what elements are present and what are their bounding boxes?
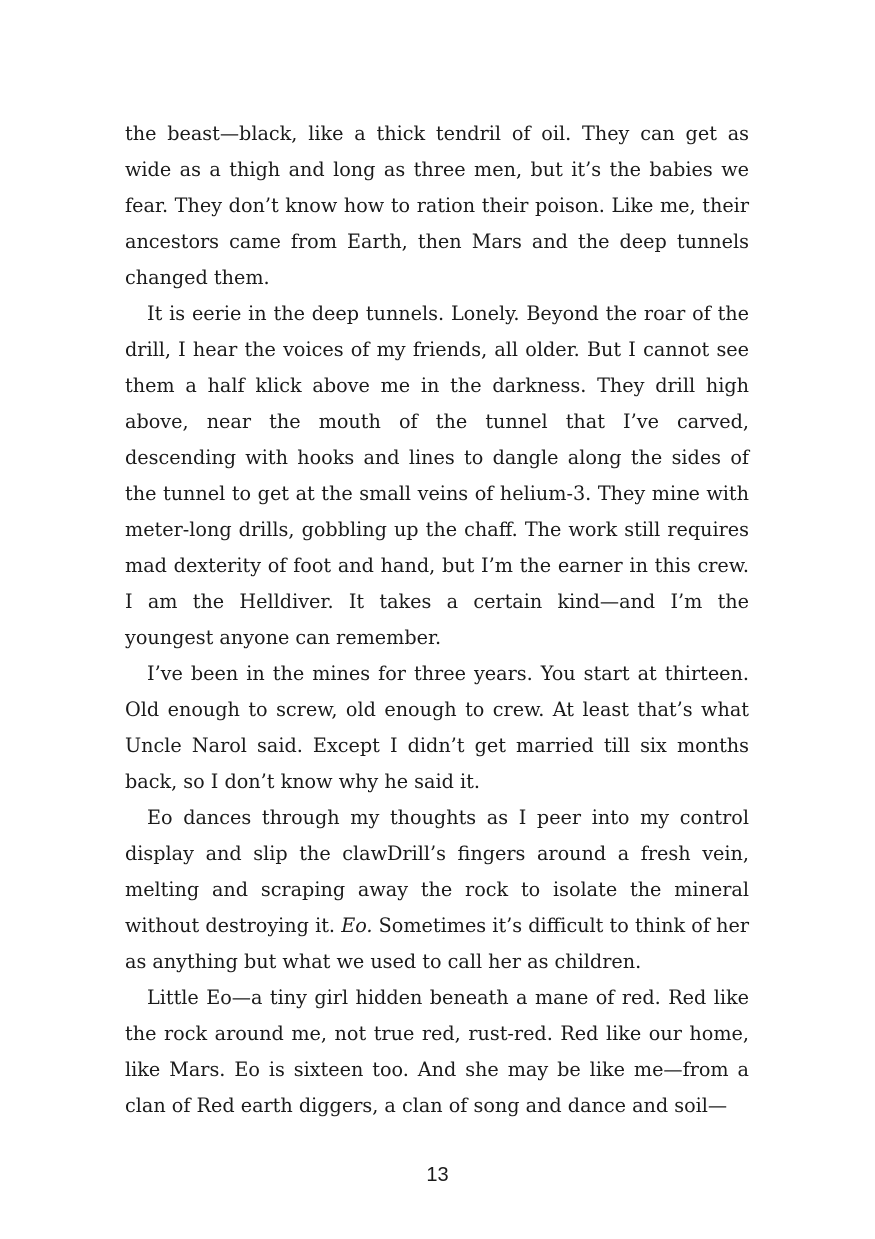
paragraph-5: Little Eo—a tiny girl hidden beneath a mane of red. Red like the rock around me, not true red, rust-red. Red like our home, like Mars. Eo is sixteen too. And she may be like me—from a clan of Red earth diggers, a clan of song and dance and soil—	[125, 986, 749, 1117]
paragraph-4-emphasis: Eo.	[341, 914, 373, 937]
page-number: 13	[426, 1164, 449, 1186]
paragraph-1: the beast—black, like a thick tendril of oil. They can get as wide as a thigh and long as three men, but it’s the babies we fear. They don’t know how to ration their poison. Like me, their ancestors came from Earth, then Mars and the deep tunnels changed them.	[125, 122, 749, 289]
paragraph-4-start: Eo dances through my thoughts as I peer into my control display and slip the clawDrill’s fingers around a fresh vein, melting and scraping away the rock to isolate the mineral without destroying it.	[125, 806, 749, 937]
paragraph-4	[125, 800, 749, 980]
paragraph-4-end: Sometimes it’s difficult to think of her as anything but what we used to call her as children.	[125, 914, 749, 973]
body-text	[125, 116, 749, 1124]
paragraph-3: I’ve been in the mines for three years. You start at thirteen. Old enough to screw, old enough to crew. At least that’s what Uncle Narol said. Except I didn’t get married till six months back, so I don’t know why he said it.	[125, 662, 749, 793]
paragraph-2: It is eerie in the deep tunnels. Lonely. Beyond the roar of the drill, I hear the voices of my friends, all older. But I cannot see them a half klick above me in the darkness. They drill high above, near the mouth of the tunnel that I’ve carved, descending with hooks and lines to dangle along the sides of the tunnel to get at the small veins of helium-3. They mine with meter-long drills, gobbling up the chaff. The work still requires mad dexterity of foot and hand, but I’m the earner in this crew. I am the Helldiver. It takes a certain kind—and I’m the youngest anyone can remember.	[125, 302, 749, 649]
